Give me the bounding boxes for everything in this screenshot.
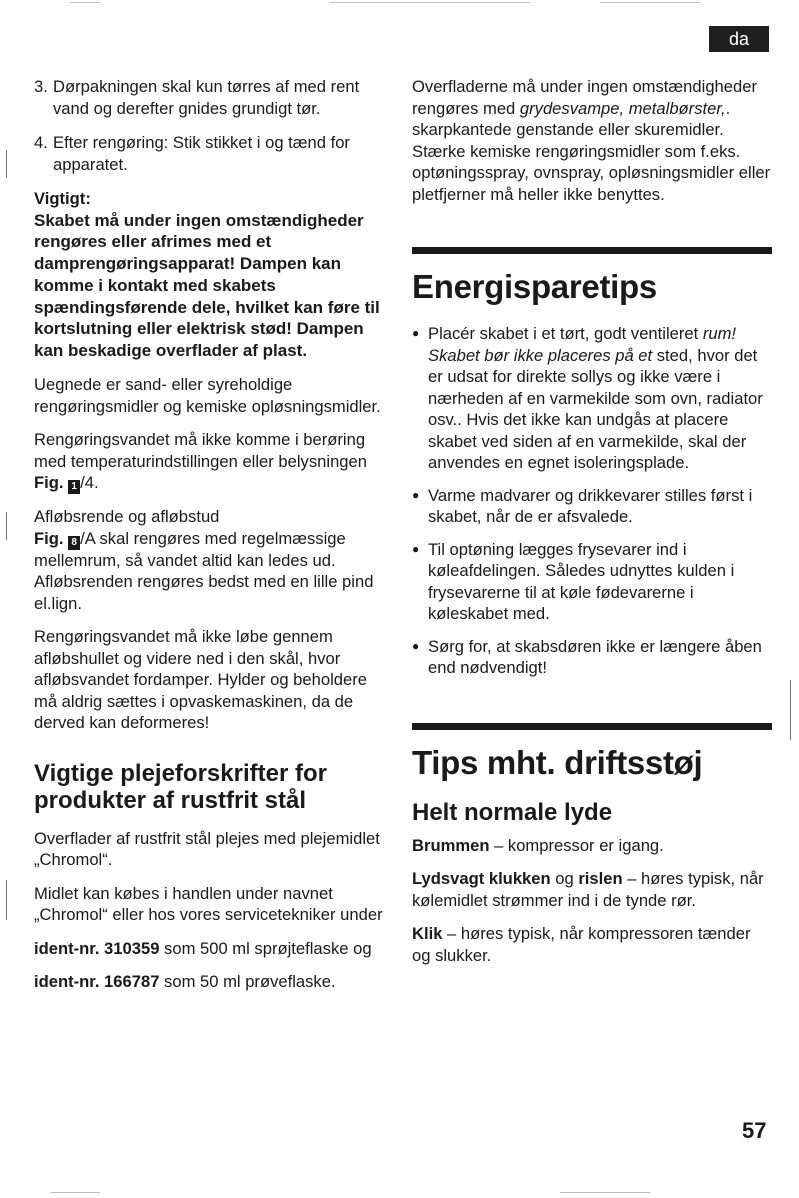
ident-number-1 xyxy=(34,938,394,960)
list-item xyxy=(412,323,772,474)
sound-label: Brummen xyxy=(412,835,490,855)
step-number: 4. xyxy=(34,133,48,152)
figure-reference: Fig. xyxy=(34,473,64,493)
sound-label: Klik xyxy=(412,924,443,943)
scan-artifact xyxy=(6,512,7,540)
step-number: 3. xyxy=(34,77,48,96)
steam-cleaner-warning: Skabet må under ingen omstændigheder rengøres eller afrimes med et damprengøringsapparat! Dampen kan komme i kontakt med skabets spændingsførende dele, hvilket kan føre til kortslutning eller elektrisk stød! Dampen kan beskadige overflader af plast. xyxy=(34,210,380,361)
unsuitable-cleaners-paragraph: Uegnede er sand- eller syreholdige rengøringsmidler og kemiske opløsningsmidler. xyxy=(34,375,381,416)
scan-artifact xyxy=(50,1192,100,1193)
tip-italic-text: rum! Skabet bør ikke placeres på et xyxy=(428,324,737,365)
sound-item xyxy=(412,923,772,966)
bullet-icon: ● xyxy=(412,541,420,556)
sound-joiner: og xyxy=(550,869,579,888)
drain-hole-paragraph: Rengøringsvandet må ikke løbe gennem afløbshullet og videre ned i den skål, hvor afløbsvandet fordamper. Hylder og beholdere må aldrig sættes i opvaskemaskinen, da de derved kan deformeres! xyxy=(34,627,367,733)
paragraph-text: Overfladerne må under ingen omstændigheder rengøres med xyxy=(412,77,757,118)
sound-description: – kompressor er igang. xyxy=(489,835,664,855)
bullet-icon: ● xyxy=(412,326,420,340)
language-badge: da xyxy=(709,26,769,52)
scan-artifact xyxy=(70,2,100,3)
section-rule xyxy=(412,723,772,730)
ident-text: som 500 ml sprøjteflaske og xyxy=(159,938,372,958)
cleaning-water-paragraph xyxy=(34,429,394,494)
paragraph-text: Afløbsrende og afløbstud xyxy=(34,507,220,527)
sound-description: – høres typisk, når kompressoren tænder og slukker. xyxy=(412,924,751,965)
sound-label: rislen xyxy=(578,869,623,888)
ident-text: som 50 ml prøveflaske. xyxy=(159,972,336,992)
cleaning-step-4 xyxy=(34,132,394,175)
paragraph-italic-text: grydesvampe, metalbørster, xyxy=(519,98,726,118)
sound-item xyxy=(412,835,772,857)
drain-channel-paragraph xyxy=(34,506,394,614)
figure-reference: Fig. xyxy=(34,528,64,548)
chromol-purchase-paragraph: Midlet kan købes i handlen under navnet „Chromol“ eller hos vores servicetekniker under xyxy=(34,883,383,925)
important-label: Vigtigt: xyxy=(34,189,91,208)
normal-sounds-heading: Helt normale lyde xyxy=(412,798,613,826)
page-number: 57 xyxy=(742,1118,767,1143)
ident-number-2 xyxy=(34,971,394,993)
scan-artifact xyxy=(6,880,7,920)
stainless-care-paragraph: Overflader af rustfrit stål plejes med plejemidlet „Chromol“. xyxy=(34,828,380,870)
figure-number-box: 8 xyxy=(68,536,80,550)
tip-text: Til optøning lægges frysevarer ind i køleafdelingen. Således udnyttes kulden i frysevarerne til at køle fødevarerne i køleskabet med. xyxy=(428,539,735,623)
scan-artifact xyxy=(330,2,530,3)
ident-label: ident-nr. 310359 xyxy=(34,938,160,958)
sound-description: – høres typisk, når kølemidlet strømmer ind i de tynde rør. xyxy=(412,869,764,910)
bullet-icon: ● xyxy=(412,487,420,502)
left-column xyxy=(34,76,394,1005)
paragraph-text: Rengøringsvandet må ikke komme i berøring med temperaturindstillingen eller belysningen xyxy=(34,430,367,471)
energy-tips-list xyxy=(412,323,772,679)
step-text: Efter rengøring: Stik stikket i og tænd for apparatet. xyxy=(53,133,350,174)
tip-text: Sørg for, at skabsdøren ikke er længere åben end nødvendigt! xyxy=(428,636,762,677)
right-column xyxy=(412,76,772,978)
sound-item xyxy=(412,868,772,911)
surfaces-paragraph xyxy=(412,76,772,205)
list-item xyxy=(412,539,772,625)
scan-artifact xyxy=(6,150,7,178)
sound-label: Lydsvagt klukken xyxy=(412,869,551,888)
scan-artifact xyxy=(600,2,700,3)
operating-noise-heading: Tips mht. driftsstøj xyxy=(412,743,703,781)
step-text: Dørpakningen skal kun tørres af med rent vand og derefter gnides grundigt tør. xyxy=(53,77,360,118)
energy-saving-heading: Energisparetips xyxy=(412,268,657,305)
tip-text: Varme madvarer og drikkevarer stilles først i skabet, når de er afsvalede. xyxy=(428,485,753,526)
paragraph-text: /4. xyxy=(80,473,99,493)
paragraph-text: . skarpkantede genstande eller skuremidler. Stærke kemiske rengøringsmidler som f.eks. optøningsspray, ovnspray, opløsningsmidler eller pletfjerner må heller ikke benyttes. xyxy=(412,98,771,204)
cleaning-step-3 xyxy=(34,76,394,119)
list-item xyxy=(412,636,772,679)
stainless-steel-heading: Vigtige plejeforskrifter for produkter af rustfrit stål xyxy=(34,759,327,814)
scan-artifact xyxy=(560,1192,650,1193)
scan-artifact xyxy=(790,680,791,740)
list-item xyxy=(412,485,772,528)
section-rule xyxy=(412,247,772,254)
paragraph-text: /A skal rengøres med regelmæssige mellemrum, så vandet altid kan ledes ud. Afløbsrenden rengøres bedst med en lille pind el.lign. xyxy=(34,528,374,613)
bullet-icon: ● xyxy=(412,638,420,653)
figure-number-box: 1 xyxy=(68,480,80,494)
tip-text: Placér skabet i et tørt, godt ventileret xyxy=(428,324,703,343)
tip-text: sted, hvor det er udsat for direkte sollys og ikke være i nærheden af en varmekilde som ovn, radiator osv.. Hvis det ikke kan undgås at placere skabet ved siden af en varmekilde, skal der anvendes en egnet isoleringsplade. xyxy=(428,345,763,472)
ident-label: ident-nr. 166787 xyxy=(34,972,160,992)
